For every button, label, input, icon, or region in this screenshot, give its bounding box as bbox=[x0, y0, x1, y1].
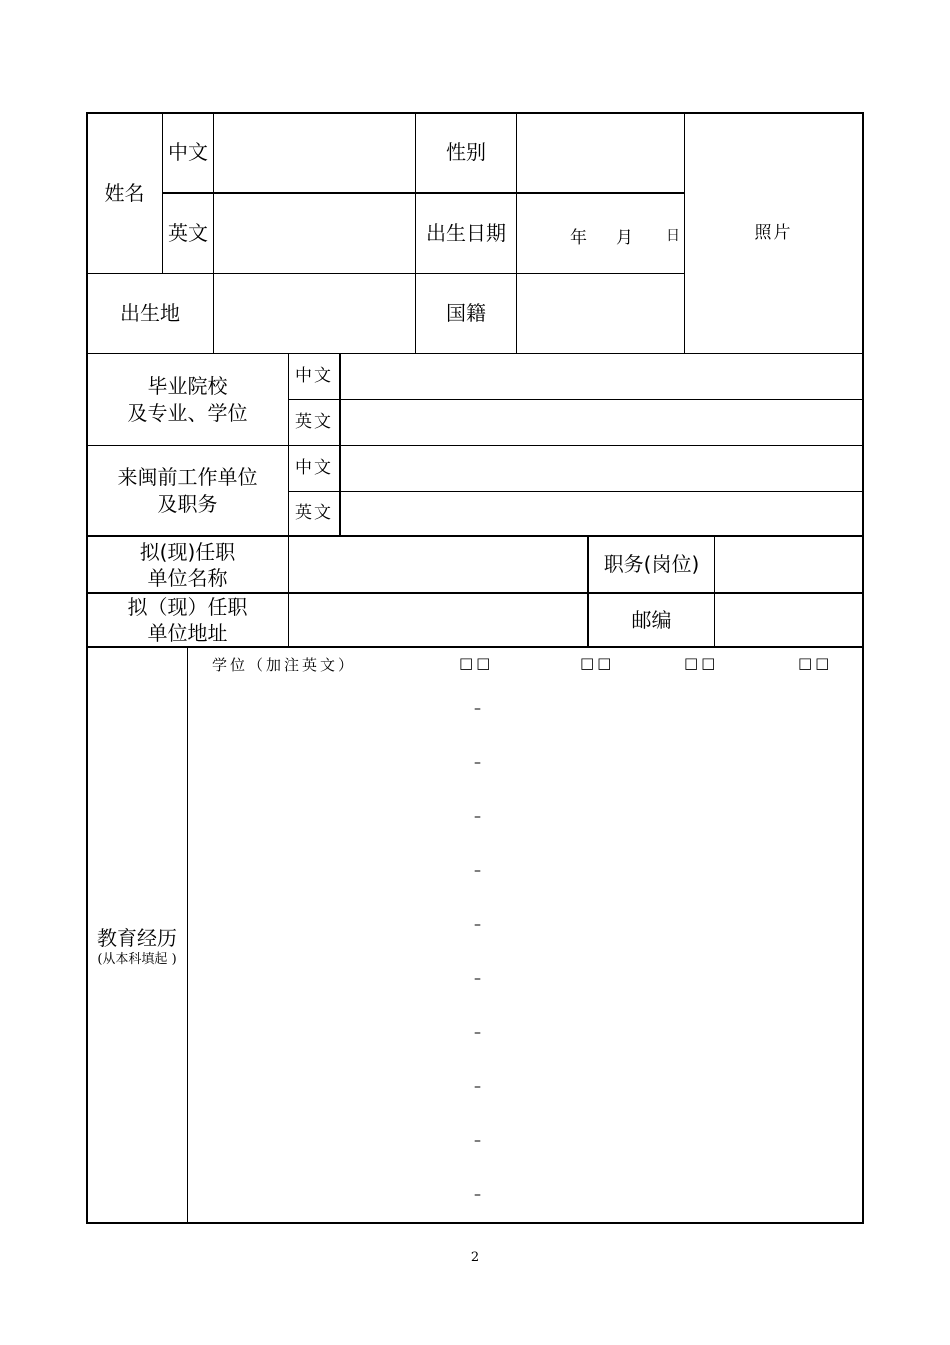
school-english-label: 英文 bbox=[295, 412, 333, 432]
education-rows[interactable] bbox=[188, 690, 862, 1220]
name-chinese-input[interactable] bbox=[214, 113, 414, 192]
birthdate-input[interactable] bbox=[517, 194, 683, 273]
school-label: 毕业院校 及专业、学位 bbox=[127, 373, 248, 425]
school-chinese-label: 中文 bbox=[295, 366, 333, 386]
education-row-dash: – bbox=[474, 917, 481, 933]
education-row-dash: – bbox=[474, 809, 481, 825]
nationality-input[interactable] bbox=[517, 274, 683, 353]
page-number: 2 bbox=[470, 1250, 480, 1265]
date-year-label: 年 bbox=[570, 228, 587, 248]
prev-work-english-label: 英文 bbox=[295, 503, 333, 523]
education-row-dash: – bbox=[474, 863, 481, 879]
education-label: 教育经历 (从本科填起 ) bbox=[97, 926, 177, 967]
prev-work-label: 来闽前工作单位 及职务 bbox=[117, 464, 258, 516]
birthplace-label: 出生地 bbox=[120, 301, 180, 325]
proposed-unit-label: 拟(现)任职 单位名称 bbox=[139, 539, 236, 590]
birthdate-label: 出生日期 bbox=[426, 221, 506, 245]
proposed-unit-input[interactable] bbox=[289, 537, 586, 592]
education-row-dash: – bbox=[474, 1079, 481, 1095]
school-english-input[interactable] bbox=[341, 400, 862, 445]
postcode-label: 邮编 bbox=[631, 607, 672, 632]
column-header-4: □□ bbox=[684, 654, 719, 672]
nationality-label: 国籍 bbox=[446, 301, 486, 325]
name-chinese-label: 中文 bbox=[168, 140, 208, 164]
name-label: 姓名 bbox=[104, 180, 145, 205]
education-row-dash: – bbox=[474, 1187, 481, 1203]
unit-address-input[interactable] bbox=[289, 594, 586, 646]
column-header-3: □□ bbox=[580, 654, 615, 672]
education-row-dash: – bbox=[474, 971, 481, 987]
photo-area[interactable]: 照片 bbox=[754, 222, 793, 243]
name-english-input[interactable] bbox=[214, 194, 414, 273]
gender-input[interactable] bbox=[517, 113, 683, 192]
unit-address-label: 拟（现）任职 单位地址 bbox=[127, 595, 248, 645]
column-header-5: □□ bbox=[798, 654, 833, 672]
school-chinese-input[interactable] bbox=[341, 354, 862, 399]
position-input[interactable] bbox=[715, 537, 862, 592]
degree-column-header: 学位（加注英文） bbox=[212, 656, 357, 674]
birthplace-input[interactable] bbox=[214, 274, 414, 353]
name-english-label: 英文 bbox=[168, 221, 208, 245]
position-label: 职务(岗位) bbox=[603, 552, 700, 576]
gender-label: 性别 bbox=[446, 140, 486, 164]
column-header-2: □□ bbox=[459, 654, 494, 672]
prev-work-english-input[interactable] bbox=[341, 492, 862, 535]
education-row-dash: – bbox=[474, 1025, 481, 1041]
date-day-label: 日 bbox=[666, 228, 680, 244]
postcode-input[interactable] bbox=[715, 594, 862, 646]
prev-work-chinese-input[interactable] bbox=[341, 446, 862, 491]
prev-work-chinese-label: 中文 bbox=[295, 458, 333, 478]
education-row-dash: – bbox=[474, 1133, 481, 1149]
education-row-dash: – bbox=[474, 755, 481, 771]
education-row-dash: – bbox=[474, 701, 481, 717]
date-month-label: 月 bbox=[616, 228, 633, 248]
